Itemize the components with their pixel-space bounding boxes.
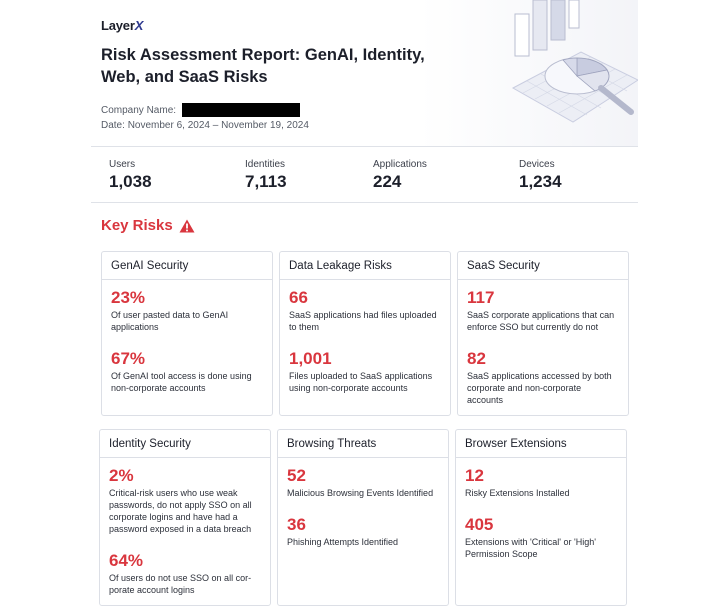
date-label: Date: [101,120,125,131]
metric-value: 36 [287,515,306,534]
metric-value: 12 [465,466,484,485]
metric-desc: Of GenAI tool access is done using non-corporate accounts [111,371,252,393]
stat-value: 7,113 [245,172,287,191]
card-browser-extensions [455,429,627,606]
metric-value: 82 [467,349,486,368]
metric-value: 52 [287,466,306,485]
metric-value: 66 [289,288,308,307]
card-genai-security [101,251,273,416]
divider-top [91,146,638,147]
stat-devices [519,159,562,192]
report-chart-illustration [503,0,638,132]
stat-identities [245,159,287,192]
date-row [101,120,309,131]
metric-value: 67% [111,349,146,368]
stat-applications [373,159,427,192]
metric-desc: Extensions with 'Critical' or 'High' Permission Scope [465,537,596,559]
stat-value: 224 [373,172,402,191]
metric-desc: Files uploaded to SaaS applications using non-corporate accounts [289,371,433,393]
card-saas-security [457,251,629,416]
warning-triangle-icon [179,219,195,233]
metric-value: 117 [467,288,495,307]
card-identity-security [99,429,271,606]
stat-label: Applications [373,159,427,170]
metric-desc: Of user pasted data to GenAI applications [111,310,229,332]
stat-users [109,159,152,192]
metric-value: 2% [109,466,134,485]
metric-value: 64% [109,551,144,570]
key-risks-heading [101,217,195,234]
stat-value: 1,038 [109,172,152,191]
metric-value: 23% [111,288,146,307]
stat-label: Users [109,159,136,170]
report-title: Risk Assessment Report: GenAI, Identity, Web, and SaaS Risks [101,46,425,86]
metric-value: 1,001 [289,349,332,368]
metric-desc: Malicious Browsing Events Identified [287,488,434,498]
redacted-company-name [182,103,300,117]
report-page [91,0,638,611]
divider-stats [91,202,638,203]
layerx-logo [101,18,143,33]
stat-label: Identities [245,159,286,170]
metric-desc: Of users do not use SSO on all cor-porate account logins [109,573,252,595]
card-title: Browsing Threats [278,430,448,458]
metric-desc: Phishing Attempts Identified [287,537,399,547]
stat-label: Devices [519,159,555,170]
card-title: Data Leakage Risks [280,252,450,280]
company-row [101,103,300,117]
company-label: Company Name: [101,104,177,116]
date-value: November 6, 2024 – November 19, 2024 [127,120,309,131]
card-title: Browser Extensions [456,430,626,458]
card-title: Identity Security [100,430,270,458]
logo-text: Layer [101,18,135,33]
key-risks-title: Key Risks [101,217,173,234]
card-title: GenAI Security [102,252,272,280]
stat-value: 1,234 [519,172,562,191]
metric-desc: SaaS applications accessed by both corporate and non-corporate accounts [467,371,612,405]
metric-desc: SaaS applications had files uploaded to them [289,310,437,332]
metric-desc: Risky Extensions Installed [465,488,570,498]
logo-mark: X [134,18,144,33]
metric-desc: Critical-risk users who use weak passwords, do not apply SSO on all corporate logins and have had a password exposed in a data breach [109,488,252,534]
card-data-leakage [279,251,451,416]
card-title: SaaS Security [458,252,628,280]
metric-value: 405 [465,515,494,534]
metric-desc: SaaS corporate applications that can enforce SSO but currently do not [467,310,615,332]
card-browsing-threats [277,429,449,606]
